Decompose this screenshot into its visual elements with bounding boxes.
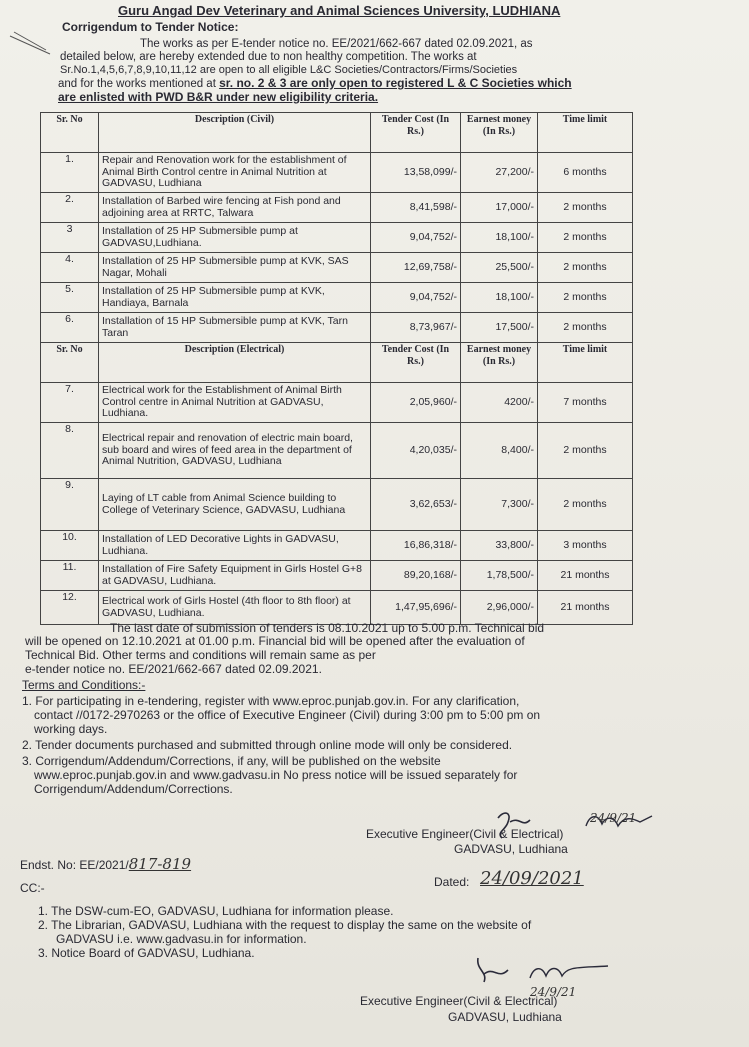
intro-line-4 — [58, 77, 572, 91]
civil-cell-desc: Repair and Renovation work for the establishment of Animal Birth Control centre in Animal Nutrition at GADVASU, Ludhiana — [99, 153, 371, 193]
civil-header-cell: Tender Cost (In Rs.) — [371, 113, 461, 153]
elec-header-cell: Time limit — [538, 343, 633, 383]
closing-line-2: will be opened on 12.10.2021 at 01.00 p.m. Financial bid will be opened after the evaluation of — [25, 634, 525, 648]
civil-cell-no: 1. — [41, 153, 99, 193]
civil-cell-cost: 9,04,752/- — [371, 283, 461, 313]
elec-cell-no: 12. — [41, 591, 99, 625]
elec-header-cell: Earnest money (In Rs.) — [461, 343, 538, 383]
elec-cell-time: 21 months — [538, 561, 633, 591]
table-row — [41, 423, 633, 479]
civil-header-row — [41, 113, 633, 153]
civil-cell-emd: 27,200/- — [461, 153, 538, 193]
terms-heading: Terms and Conditions:- — [22, 678, 146, 692]
elec-cell-desc: Installation of Fire Safety Equipment in Girls Hostel G+8 at GADVASU, Ludhiana. — [99, 561, 371, 591]
cc-label: CC:- — [20, 881, 45, 895]
elec-cell-emd: 7,300/- — [461, 479, 538, 531]
civil-cell-time: 2 months — [538, 253, 633, 283]
elec-cell-no: 11. — [41, 561, 99, 591]
elec-cell-emd: 8,400/- — [461, 423, 538, 479]
signature-1-date: 24/9/21 — [590, 811, 637, 825]
table-row — [41, 561, 633, 591]
table-row — [41, 193, 633, 223]
elec-cell-no: 10. — [41, 531, 99, 561]
intro-line-3: Sr.No.1,4,5,6,7,8,9,10,11,12 are open to all eligible L&C Societies/Contractors/Firms/Societies — [60, 64, 518, 76]
cc-item-1: 1. The DSW-cum-EO, GADVASU, Ludhiana for information please. — [38, 904, 394, 918]
elec-cell-time: 2 months — [538, 479, 633, 531]
notice-heading: Corrigendum to Tender Notice: — [62, 20, 239, 34]
term-3-line-3: Corrigendum/Addendum/Corrections. — [34, 782, 233, 796]
civil-cell-desc: Installation of 25 HP Submersible pump at KVK, Handiaya, Barnala — [99, 283, 371, 313]
civil-cell-emd: 17,000/- — [461, 193, 538, 223]
term-1-line-1: 1. For participating in e-tendering, register with www.eproc.punjab.gov.in. For any clarification, — [22, 694, 520, 708]
intro-line-5: are enlisted with PWD B&R under new eligibility criteria. — [58, 90, 379, 104]
cc-item-2-line-1: 2. The Librarian, GADVASU, Ludhiana with the request to display the same on the website of — [38, 918, 532, 932]
civil-cell-emd: 25,500/- — [461, 253, 538, 283]
elec-cell-cost: 3,62,653/- — [371, 479, 461, 531]
civil-cell-cost: 12,69,758/- — [371, 253, 461, 283]
table-row — [41, 253, 633, 283]
table-row — [41, 223, 633, 253]
tender-table — [40, 112, 633, 625]
elec-cell-desc: Electrical work of Girls Hostel (4th floor to 8th floor) at GADVASU, Ludhiana. — [99, 591, 371, 625]
elec-cell-time: 2 months — [538, 423, 633, 479]
elec-cell-desc: Electrical work for the Establishment of Animal Birth Control centre in Animal Nutrition at GADVASU, Ludhiana. — [99, 383, 371, 423]
table-row — [41, 283, 633, 313]
intro-line-4a: and for the works mentioned at — [58, 78, 220, 90]
table-row — [41, 591, 633, 625]
elec-cell-cost: 1,47,95,696/- — [371, 591, 461, 625]
elec-cell-emd: 2,96,000/- — [461, 591, 538, 625]
table-row — [41, 479, 633, 531]
intro-line-1: The works as per E-tender notice no. EE/2021/662-667 dated 02.09.2021, as — [140, 38, 533, 50]
civil-cell-cost: 9,04,752/- — [371, 223, 461, 253]
civil-cell-time: 6 months — [538, 153, 633, 193]
elec-cell-emd: 4200/- — [461, 383, 538, 423]
signatory-1-org: GADVASU, Ludhiana — [454, 842, 568, 856]
elec-cell-cost: 89,20,168/- — [371, 561, 461, 591]
elec-cell-no: 7. — [41, 383, 99, 423]
civil-cell-cost: 8,41,598/- — [371, 193, 461, 223]
civil-cell-time: 2 months — [538, 313, 633, 343]
civil-cell-time: 2 months — [538, 283, 633, 313]
civil-cell-cost: 13,58,099/- — [371, 153, 461, 193]
elec-cell-time: 21 months — [538, 591, 633, 625]
signatory-2-org: GADVASU, Ludhiana — [448, 1010, 562, 1024]
elec-cell-desc: Laying of LT cable from Animal Science building to College of Veterinary Science, GADVASU, Ludhiana — [99, 479, 371, 531]
civil-cell-emd: 18,100/- — [461, 283, 538, 313]
term-3-line-2: www.eproc.punjab.gov.in and www.gadvasu.in No press notice will be issued separately for — [34, 768, 518, 782]
intro-line-4b: sr. no. 2 & 3 are only open to registered L & C Societies which — [219, 76, 572, 90]
civil-cell-emd: 18,100/- — [461, 223, 538, 253]
elec-header-cell: Tender Cost (In Rs.) — [371, 343, 461, 383]
elec-cell-time: 7 months — [538, 383, 633, 423]
civil-cell-no: 6. — [41, 313, 99, 343]
elec-cell-emd: 1,78,500/- — [461, 561, 538, 591]
signatory-2-title: Executive Engineer(Civil & Electrical) — [360, 994, 558, 1008]
table-row — [41, 153, 633, 193]
pen-mark-icon — [6, 30, 56, 60]
table-row — [41, 313, 633, 343]
elec-cell-desc: Electrical repair and renovation of electric main board, sub board and wires of feed area in the department of Animal Nutrition, GADVASU, Ludhiana — [99, 423, 371, 479]
elec-header-cell: Sr. No — [41, 343, 99, 383]
elec-cell-cost: 4,20,035/- — [371, 423, 461, 479]
civil-header-cell: Description (Civil) — [99, 113, 371, 153]
elec-cell-cost: 16,86,318/- — [371, 531, 461, 561]
term-1-line-3: working days. — [34, 722, 108, 736]
signatory-1-title: Executive Engineer(Civil & Electrical) — [366, 827, 564, 841]
civil-cell-desc: Installation of 25 HP Submersible pump at GADVASU,Ludhiana. — [99, 223, 371, 253]
elec-cell-time: 3 months — [538, 531, 633, 561]
elec-header-cell: Description (Electrical) — [99, 343, 371, 383]
table-row — [41, 383, 633, 423]
endst-number — [20, 855, 192, 873]
closing-line-1: The last date of submission of tenders is 08.10.2021 up to 5.00 p.m. Technical bid — [110, 621, 545, 635]
elec-cell-emd: 33,800/- — [461, 531, 538, 561]
closing-line-4: e-tender notice no. EE/2021/662-667 dated 02.09.2021. — [25, 662, 322, 676]
civil-cell-time: 2 months — [538, 223, 633, 253]
term-3-line-1: 3. Corrigendum/Addendum/Corrections, if any, will be published on the website — [22, 754, 441, 768]
civil-cell-no: 2. — [41, 193, 99, 223]
civil-header-cell: Sr. No — [41, 113, 99, 153]
civil-cell-time: 2 months — [538, 193, 633, 223]
civil-cell-desc: Installation of 25 HP Submersible pump at KVK, SAS Nagar, Mohali — [99, 253, 371, 283]
civil-header-cell: Earnest money (In Rs.) — [461, 113, 538, 153]
dated-value: 24/09/2021 — [480, 868, 584, 889]
civil-cell-desc: Installation of Barbed wire fencing at Fish pond and adjoining area at RRTC, Talwara — [99, 193, 371, 223]
term-2: 2. Tender documents purchased and submitted through online mode will only be considered. — [22, 738, 513, 752]
civil-cell-no: 3 — [41, 223, 99, 253]
elec-cell-no: 9. — [41, 479, 99, 531]
intro-line-2: detailed below, are hereby extended due to non healthy competition. The works at — [60, 51, 477, 63]
cc-item-3: 3. Notice Board of GADVASU, Ludhiana. — [38, 946, 255, 960]
endst-label: Endst. No: EE/2021/ — [20, 858, 129, 872]
dated-label: Dated: — [434, 875, 470, 889]
term-1-line-2: contact //0172-2970263 or the office of Executive Engineer (Civil) during 3:00 pm to 5:00 pm on — [34, 708, 541, 722]
signature-2-date: 24/9/21 — [530, 985, 577, 999]
elec-cell-desc: Installation of LED Decorative Lights in GADVASU, Ludhiana. — [99, 531, 371, 561]
cc-item-2-line-2: GADVASU i.e. www.gadvasu.in for information. — [56, 932, 307, 946]
civil-cell-desc: Installation of 15 HP Submersible pump at KVK, Tarn Taran — [99, 313, 371, 343]
elec-header-row — [41, 343, 633, 383]
civil-cell-emd: 17,500/- — [461, 313, 538, 343]
civil-cell-no: 4. — [41, 253, 99, 283]
civil-cell-no: 5. — [41, 283, 99, 313]
elec-cell-no: 8. — [41, 423, 99, 479]
table-row — [41, 531, 633, 561]
endst-handwritten-number: 817-819 — [128, 855, 192, 873]
closing-line-3: Technical Bid. Other terms and conditions will remain same as per — [25, 648, 376, 662]
civil-cell-cost: 8,73,967/- — [371, 313, 461, 343]
elec-cell-cost: 2,05,960/- — [371, 383, 461, 423]
civil-header-cell: Time limit — [538, 113, 633, 153]
university-title: Guru Angad Dev Veterinary and Animal Sciences University, LUDHIANA — [118, 3, 561, 18]
